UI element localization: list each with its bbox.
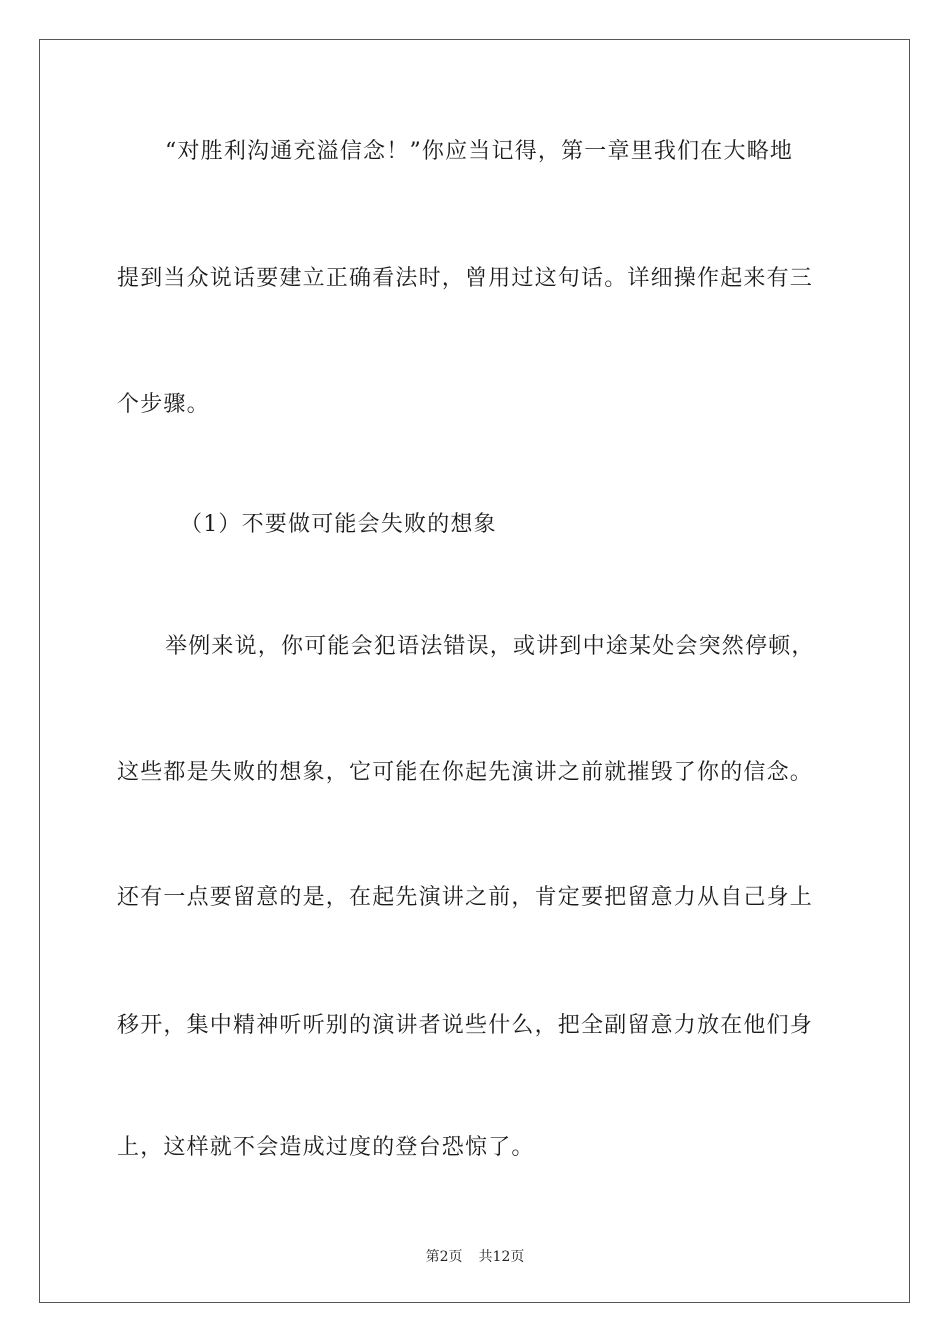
total-pages: 共12页 xyxy=(478,1249,525,1265)
page-border xyxy=(39,39,910,1303)
paragraph-1-line-2: 提到当众说话要建立正确看法时，曾用过这句话。详细操作起来有三 xyxy=(117,266,814,291)
paragraph-2-line-1: 举例来说，你可能会犯语法错误，或讲到中途某处会突然停顿， xyxy=(165,634,815,659)
paragraph-1-line-1: “对胜利沟通充溢信念！”你应当记得，第一章里我们在大略地 xyxy=(165,139,794,164)
paragraph-2-line-5: 上，这样就不会造成过度的登台恐惊了。 xyxy=(117,1135,535,1160)
paragraph-1-line-3: 个步骤。 xyxy=(117,392,210,417)
page-number: 第2页 xyxy=(425,1249,463,1265)
paragraph-2-line-4: 移开，集中精神听听别的演讲者说些什么，把全副留意力放在他们身 xyxy=(117,1013,814,1038)
paragraph-2-line-2: 这些都是失败的想象，它可能在你起先演讲之前就摧毁了你的信念。 xyxy=(117,760,814,785)
paragraph-2-line-3: 还有一点要留意的是，在起先演讲之前，肯定要把留意力从自己身上 xyxy=(117,885,814,910)
section-heading: （1）不要做可能会失败的想象 xyxy=(180,512,497,537)
page-footer xyxy=(0,1248,950,1266)
